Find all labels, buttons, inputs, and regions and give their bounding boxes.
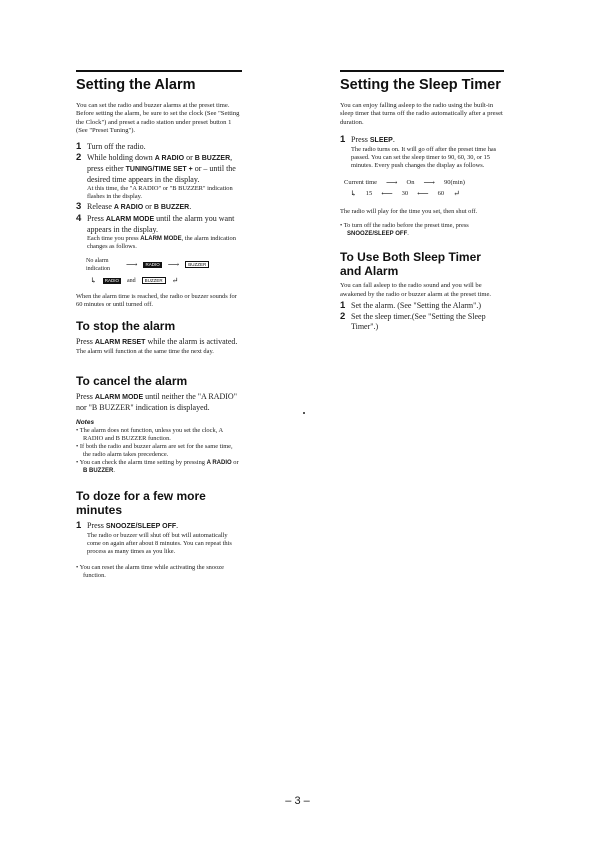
thirty-label: 30: [401, 190, 409, 198]
doze-title: To doze for a few more minutes: [76, 488, 206, 517]
ninety-label: 90(min): [443, 179, 465, 187]
page-number: – 3 –: [285, 795, 310, 807]
return-arrow-icon: ↵: [453, 188, 460, 198]
both-title: To Use Both Sleep Timer and Alarm: [340, 250, 481, 279]
note-item-3: • You can check the alarm time setting by pressing A RADIO or B BUZZER.: [76, 458, 239, 474]
arrow-right-icon: ⟶: [167, 259, 180, 269]
buzzer-indicator-combo: BUZZER: [142, 277, 166, 284]
doze-step-note: The radio or buzzer will shut off but will automatically come on again after about 8 minutes. You can repeat this process as many times as you like.: [87, 531, 232, 555]
buzzer-indicator: BUZZER: [185, 261, 209, 268]
alarm-intro: You can set the radio and buzzer alarms at the preset time. Before setting the alarm, be sure to set the clock (See "Setting the Clock") and preset a radio station under preset button 1 (See "Preset Tuning").: [76, 102, 240, 135]
stray-dot: [303, 412, 305, 414]
sleep-step-note: The radio turns on. It will go off after the preset time has passed. You can set the sleep timer to 90, 60, 30, or 15 minutes. Every push changes the display as follows.: [351, 146, 497, 170]
sleep-step-1: 1 Press SLEEP. The radio turns on. It will go off after the preset time has passed. You can set the sleep timer to 90, 60, 30, or 15 minutes. Every push changes the display as follows.: [340, 135, 504, 170]
sleep-title: Setting the Sleep Timer: [340, 77, 501, 93]
sleep-after-text: The radio will play for the time you set, then shut off.: [340, 208, 478, 216]
sleep-bullet: • To turn off the radio before the preset time, press SNOOZE/SLEEP OFF.: [340, 222, 469, 238]
radio-indicator-combo: RADIO: [104, 277, 119, 283]
arrow-right-icon: ⟶: [126, 259, 138, 269]
stop-alarm-text: Press ALARM RESET while the alarm is activated.: [76, 336, 238, 346]
section-rule: [340, 70, 504, 72]
sleep-intro: You can enjoy falling asleep to the radio using the built-in sleep timer that turns off the radio automatically after a preset duration.: [340, 102, 503, 126]
right-column: [340, 70, 504, 332]
section-rule: [76, 70, 242, 72]
left-column: [76, 70, 242, 580]
fifteen-label: 15: [365, 190, 373, 198]
alarm-mode-diagram: [86, 257, 242, 285]
on-label: On: [406, 179, 415, 187]
note-item-2: • If both the radio and buzzer alarm are set for the same time, the radio alarm takes precedence.: [76, 442, 233, 458]
both-step-2: 2 Set the sleep timer.(See "Setting the Sleep Timer".): [340, 311, 486, 332]
return-arrow-icon: ↵: [171, 275, 179, 285]
notes-title: Notes: [76, 418, 95, 426]
doze-step-1: 1 Press SNOOZE/SLEEP OFF. The radio or buzzer will shut off but will automatically come on again after about 8 minutes. You can repeat this process as many times as you like.: [76, 521, 242, 556]
stop-alarm-title: To stop the alarm: [76, 318, 176, 333]
no-alarm-label: No alarm indication: [86, 257, 110, 272]
both-step-1: 1 Set the alarm. (See "Setting the Alarm".): [340, 300, 482, 312]
cancel-alarm-text: Press ALARM MODE until neither the "A RADIO" nor "B BUZZER" indication is displayed.: [76, 391, 237, 412]
alarm-step-3: 3 Release A RADIO or B BUZZER.: [76, 200, 192, 212]
and-label: and: [126, 277, 136, 284]
arrow-right-icon: ⟶: [423, 177, 435, 187]
sleep-timer-diagram: [344, 178, 504, 198]
alarm-step-4: 4 Press ALARM MODE until the alarm you want appears in the display. Each time you press ALARM MODE, the alarm indication changes as follows.: [76, 214, 242, 251]
stop-alarm-note: The alarm will function at the same time the next day.: [76, 347, 214, 355]
radio-indicator: RADIO: [145, 261, 160, 267]
current-time-label: Current time: [344, 179, 378, 187]
return-arrow-icon: ↳: [90, 275, 97, 285]
alarm-after-text: When the alarm time is reached, the radio or buzzer sounds for 60 minutes or until turned off.: [76, 292, 237, 308]
step-4-note: Each time you press ALARM MODE, the alarm indication changes as follows.: [87, 234, 236, 250]
sixty-label: 60: [437, 190, 445, 198]
arrow-left-icon: ⟵: [381, 188, 393, 198]
doze-bullet: • You can reset the alarm time while activating the snooze function.: [76, 563, 224, 579]
alarm-title: Setting the Alarm: [76, 77, 196, 93]
step-2-note: At this time, the "A RADIO" or "B BUZZER" indication flashes in the display.: [87, 184, 233, 200]
cancel-alarm-title: To cancel the alarm: [76, 373, 188, 388]
alarm-step-2: 2 While holding down A RADIO or B BUZZER, press either TUNING/TIME SET + or – until the desired time appears in the display. At this time, the "A RADIO" or "B BUZZER" indication flashes in the display.: [76, 153, 242, 201]
arrow-left-icon: ⟵: [417, 188, 429, 198]
alarm-step-1: 1 Turn off the radio.: [76, 140, 146, 152]
note-item-1: • The alarm does not function, unless you set the clock, A RADIO and B BUZZER function.: [76, 426, 223, 442]
return-arrow-icon: ↳: [350, 188, 357, 198]
both-intro: You can fall asleep to the radio sound and you will be awakened by the radio or buzzer alarm at the preset time.: [340, 282, 492, 298]
arrow-right-icon: ⟶: [386, 177, 398, 187]
